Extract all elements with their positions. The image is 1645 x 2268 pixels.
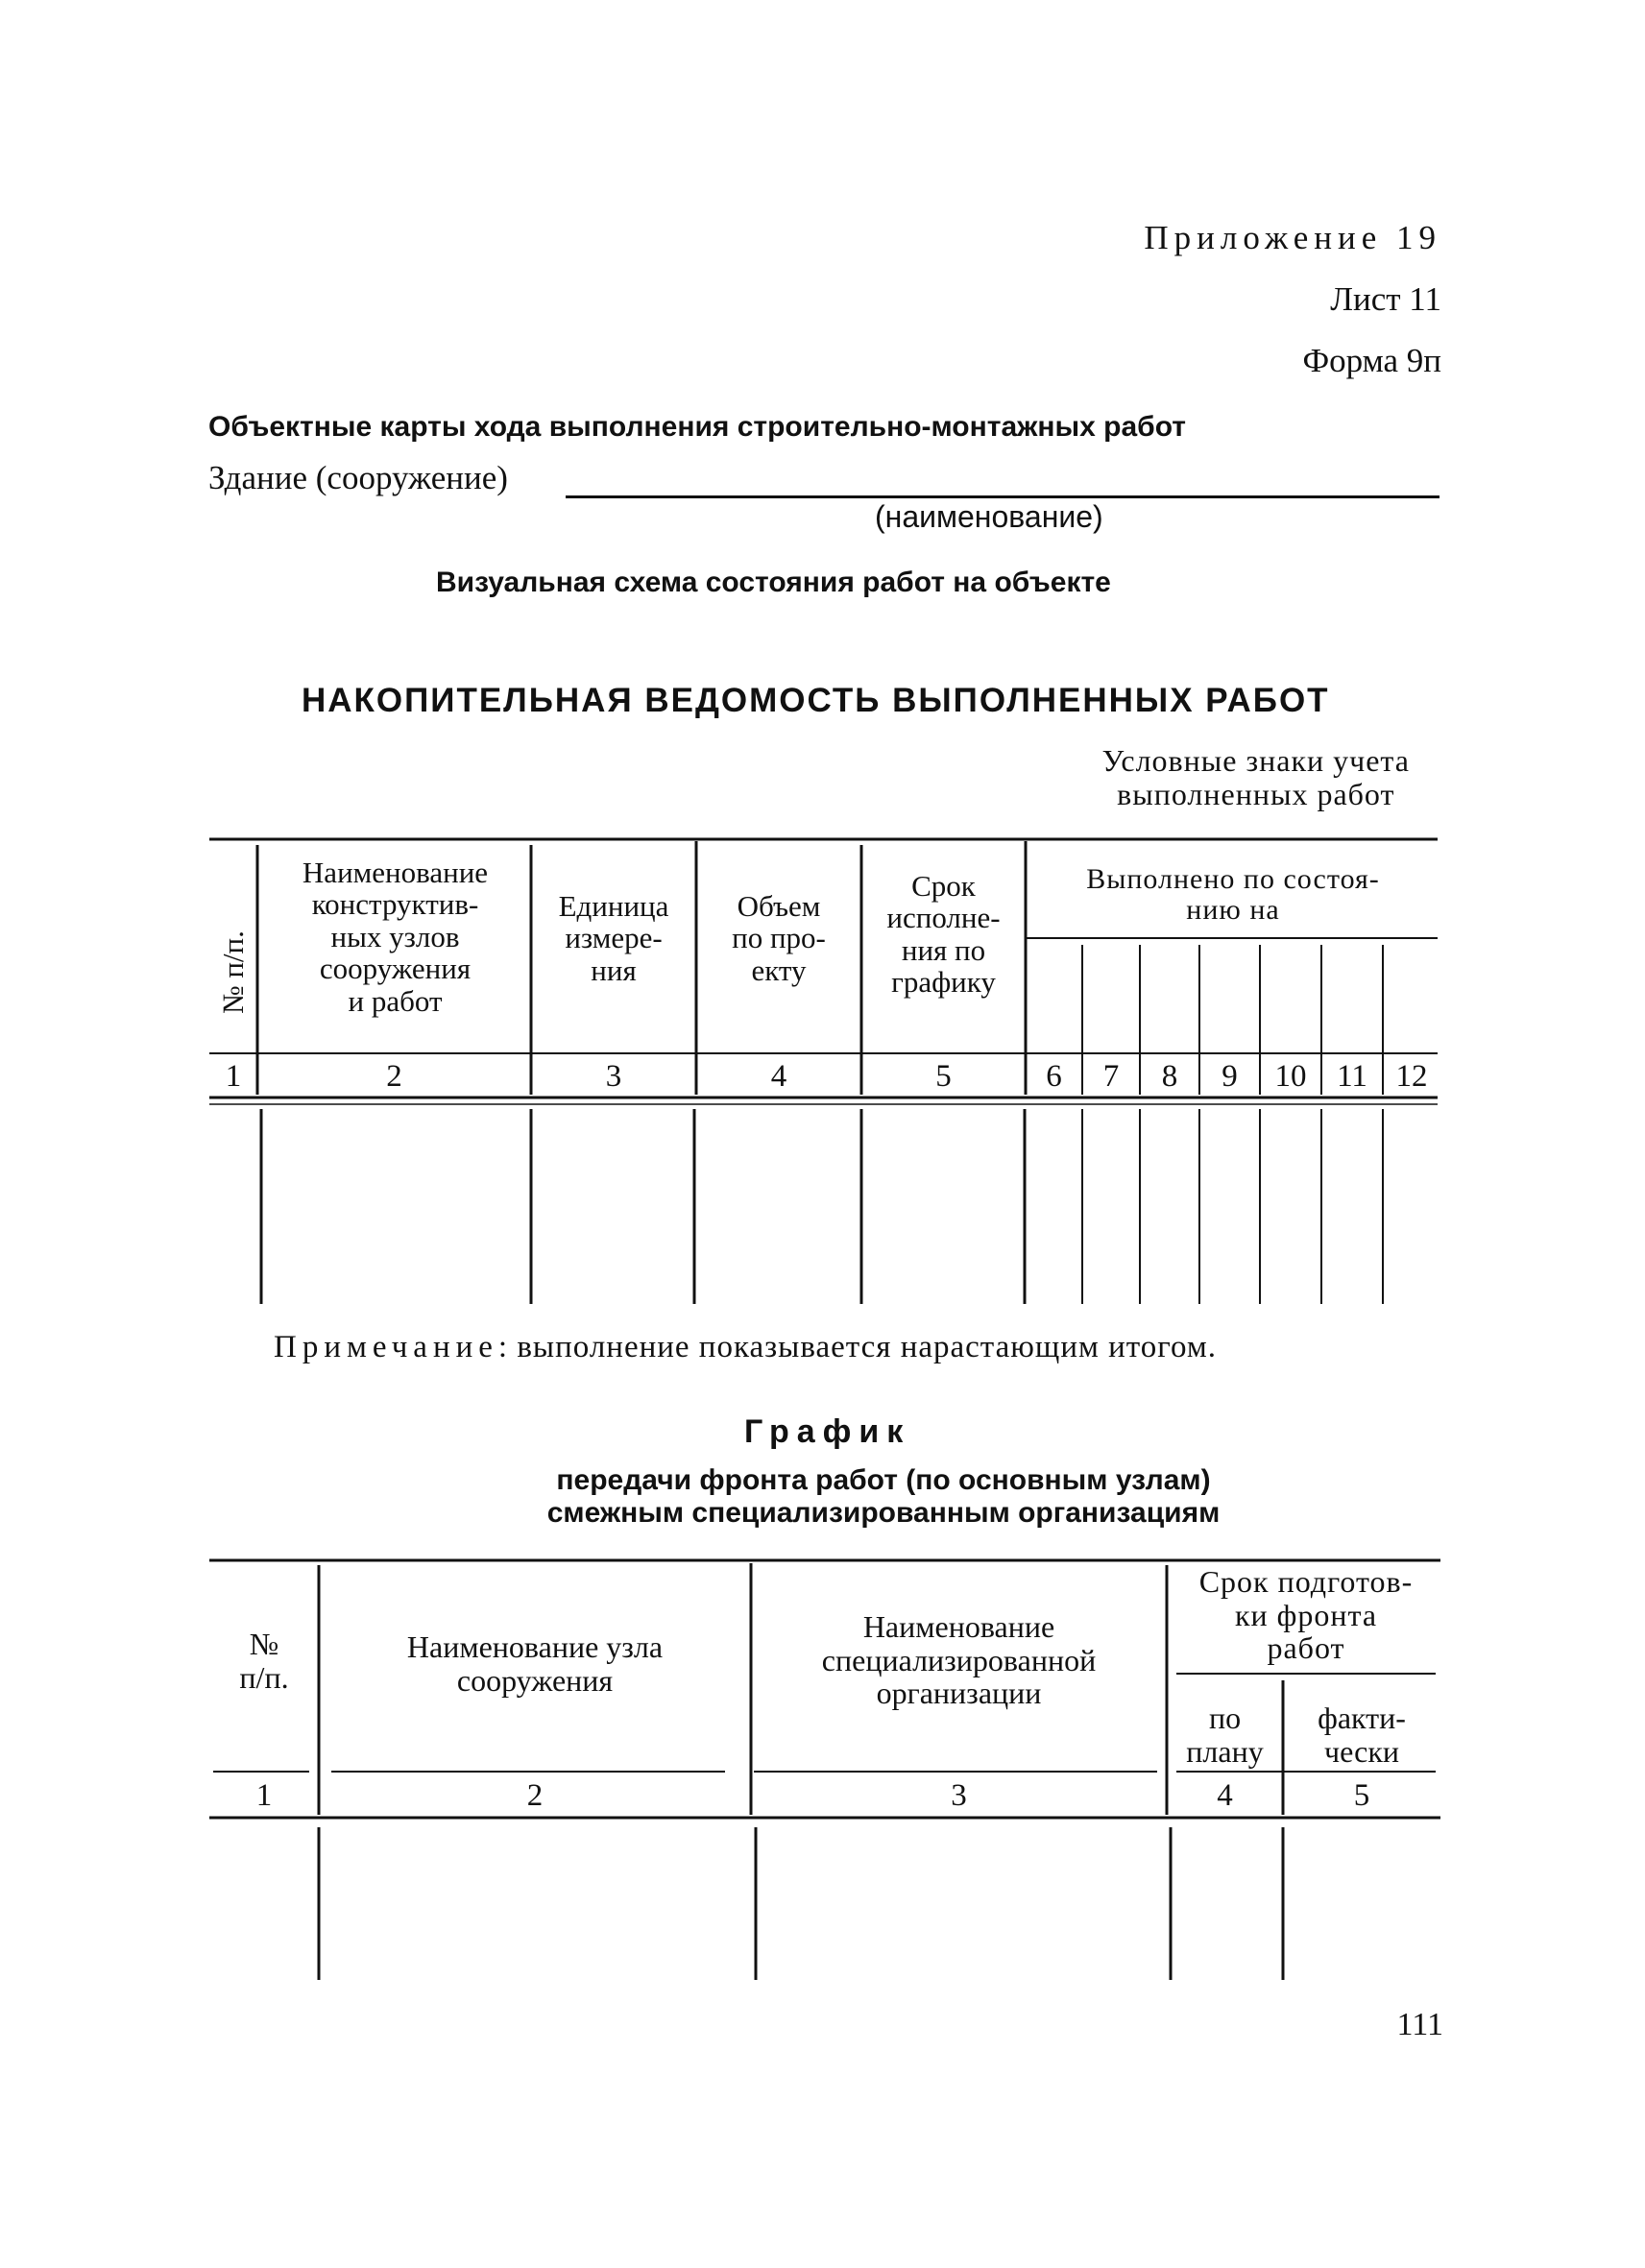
visual-scheme-title: Визуальная схема состояния работ на объекте xyxy=(436,567,1111,598)
form-label: Форма 9п xyxy=(1302,342,1441,379)
col-num-7: 7 xyxy=(1102,1059,1120,1094)
legend-note-line-2: выполненных работ xyxy=(1117,777,1395,812)
sheet-label: Лист 11 xyxy=(1330,280,1441,318)
col-header-deadline: Срок исполне- ния по графику xyxy=(886,869,1001,1000)
sched-header-no: № п/п. xyxy=(239,1627,289,1695)
schedule-subtitle-line-2: смежным специализированным организациям xyxy=(546,1496,1221,1529)
col-num-6: 6 xyxy=(1046,1059,1062,1094)
legend-note-line-1: Условные знаки учета xyxy=(1101,743,1410,778)
col-num-10: 10 xyxy=(1274,1059,1307,1094)
col-header-unit: Единица измере- ния xyxy=(558,889,669,987)
sched-header-fact: факти- чески xyxy=(1318,1701,1406,1769)
table-note xyxy=(274,1330,1217,1365)
schedule-subtitle-line-1: передачи фронта работ (по основным узлам) xyxy=(556,1464,1211,1496)
appendix-label: Приложение 19 xyxy=(1144,219,1441,256)
sched-num-5: 5 xyxy=(1353,1778,1370,1813)
col-num-8: 8 xyxy=(1161,1059,1178,1094)
page-number: 111 xyxy=(1396,2007,1443,2042)
col-num-1: 1 xyxy=(225,1059,242,1094)
building-caption: (наименование) xyxy=(875,499,1103,534)
building-field[interactable] xyxy=(208,459,1447,545)
col-header-name: Наименование конструктив- ных узлов сооружения и работ xyxy=(302,856,489,1018)
note-label: Примечание xyxy=(274,1330,498,1364)
sched-header-prep: Срок подготов- ки фронта работ xyxy=(1198,1564,1414,1666)
ledger-entry-area[interactable] xyxy=(261,1109,1438,1304)
sched-num-4: 4 xyxy=(1217,1778,1233,1813)
building-label: Здание (сооружение) xyxy=(208,459,508,496)
col-num-5: 5 xyxy=(935,1059,952,1094)
col-header-volume: Объем по про- екту xyxy=(732,889,826,987)
building-input-line[interactable] xyxy=(566,495,1439,498)
note-text: : выполнение показывается нарастающим итогом. xyxy=(497,1330,1217,1364)
col-num-2: 2 xyxy=(386,1059,402,1094)
sched-num-3: 3 xyxy=(951,1778,967,1813)
col-header-done: Выполнено по состоя- нию на xyxy=(1086,863,1380,927)
sched-num-2: 2 xyxy=(526,1778,544,1813)
sched-header-plan: по плану xyxy=(1186,1701,1264,1769)
col-num-4: 4 xyxy=(770,1059,787,1094)
col-num-11: 11 xyxy=(1337,1059,1367,1094)
sched-header-org: Наименование специализированной организации xyxy=(821,1609,1097,1711)
document-title: Объектные карты хода выполнения строительно-монтажных работ xyxy=(208,411,1186,443)
schedule-subtitle xyxy=(384,1464,1383,1529)
col-num-12: 12 xyxy=(1395,1059,1428,1094)
schedule-title: График xyxy=(744,1413,911,1450)
sched-header-node: Наименование узла сооружения xyxy=(406,1629,664,1698)
sched-num-1: 1 xyxy=(255,1778,273,1813)
col-num-3: 3 xyxy=(605,1059,622,1094)
legend-note xyxy=(1102,744,1410,811)
schedule-entry-area[interactable] xyxy=(319,1827,1440,1980)
col-num-9: 9 xyxy=(1222,1059,1238,1094)
ledger-title: НАКОПИТЕЛЬНАЯ ВЕДОМОСТЬ ВЫПОЛНЕННЫХ РАБОТ xyxy=(302,682,1330,719)
